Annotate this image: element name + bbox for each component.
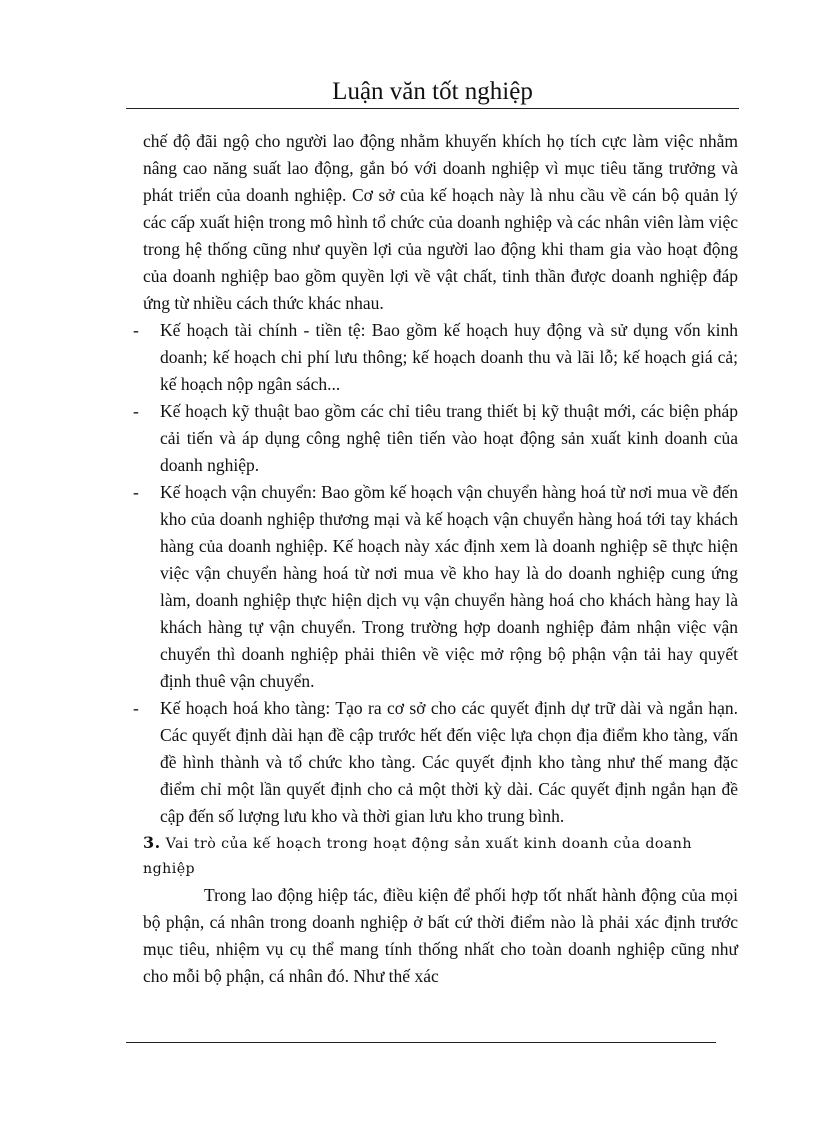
header-divider: [126, 108, 739, 109]
running-header-title: Luận văn tốt nghiệp: [332, 78, 533, 105]
bullet-text: Kế hoạch hoá kho tàng: Tạo ra cơ sở cho các quyết định dự trữ dài và ngắn hạn. Các quyết định dài hạn đề cập trước hết đến việc lựa chọn địa điểm kho tàng, vấn đề hình thành và tổ chức kho tàng. Các quyết định kho tàng như thế mang đặc điểm chỉ một lần quyết định cho cả một thời kỳ dài. Các quyết định ngắn hạn đề cập đến số lượng lưu kho và thời gian lưu kho trung bình.: [160, 698, 738, 826]
bullet-marker: -: [133, 401, 139, 421]
footer-divider: [126, 1042, 716, 1043]
bullet-item: [133, 479, 738, 695]
bullet-item: [133, 695, 738, 830]
bullet-marker: -: [133, 698, 139, 718]
section-heading: [143, 830, 738, 882]
bullet-text: Kế hoạch kỹ thuật bao gồm các chỉ tiêu trang thiết bị kỹ thuật mới, các biện pháp cải tiến và áp dụng công nghệ tiên tiến vào hoạt động sản xuất kinh doanh của doanh nghiệp.: [160, 401, 738, 475]
bullet-marker: -: [133, 482, 139, 502]
bullet-text: Kế hoạch vận chuyển: Bao gồm kế hoạch vận chuyển hàng hoá từ nơi mua về đến kho của doanh nghiệp thương mại và kế hoạch vận chuyển hàng hoá tới tay khách hàng của doanh nghiệp. Kế hoạch này xác định xem là doanh nghiệp sẽ thực hiện việc vận chuyển hàng hoá từ nơi mua về kho hay là do doanh nghiệp cung ứng làm, doanh nghiệp thực hiện dịch vụ vận chuyển hàng hoá cho khách hàng hay là khách hàng tự vận chuyển. Trong trường hợp doanh nghiệp đảm nhận việc vận chuyển thì doanh nghiệp phải thiên về việc mở rộng bộ phận vận tải hay quyết định thuê vận chuyển.: [160, 482, 738, 691]
intro-paragraph: chế độ đãi ngộ cho người lao động nhằm khuyến khích họ tích cực làm việc nhằm nâng cao năng suất lao động, gắn bó với doanh nghiệp vì mục tiêu tăng trưởng và phát triển của doanh nghiệp. Cơ sở của kế hoạch này là nhu cầu về cán bộ quản lý các cấp xuất hiện trong mô hình tổ chức của doanh nghiệp và các nhân viên làm việc trong hệ thống cũng như quyền lợi của người lao động khi tham gia vào hoạt động của doanh nghiệp bao gồm quyền lợi về vật chất, tinh thần được doanh nghiệp đáp ứng từ nhiều cách thức khác nhau.: [143, 131, 738, 313]
bullet-item: [133, 398, 738, 479]
closing-paragraph: Trong lao động hiệp tác, điều kiện để phối hợp tốt nhất hành động của mọi bộ phận, cá nhân trong doanh nghiệp ở bất cứ thời điểm nào là phải xác định trước mục tiêu, nhiệm vụ cụ thể mang tính thống nhất cho toàn doanh nghiệp cũng như cho mỗi bộ phận, cá nhân đó. Như thế xác: [143, 885, 738, 986]
body-text: [133, 128, 738, 990]
bullet-item: [133, 317, 738, 398]
bullet-text: Kế hoạch tài chính - tiền tệ: Bao gồm kế hoạch huy động và sử dụng vốn kinh doanh; kế hoạch chi phí lưu thông; kế hoạch doanh thu và lãi lỗ; kế hoạch giá cả; kế hoạch nộp ngân sách...: [160, 320, 738, 394]
bullet-marker: -: [133, 320, 139, 340]
section-title: Vai trò của kế hoạch trong hoạt động sản xuất kinh doanh của doanh nghiệp: [143, 836, 692, 877]
section-number: 3.: [143, 833, 161, 852]
